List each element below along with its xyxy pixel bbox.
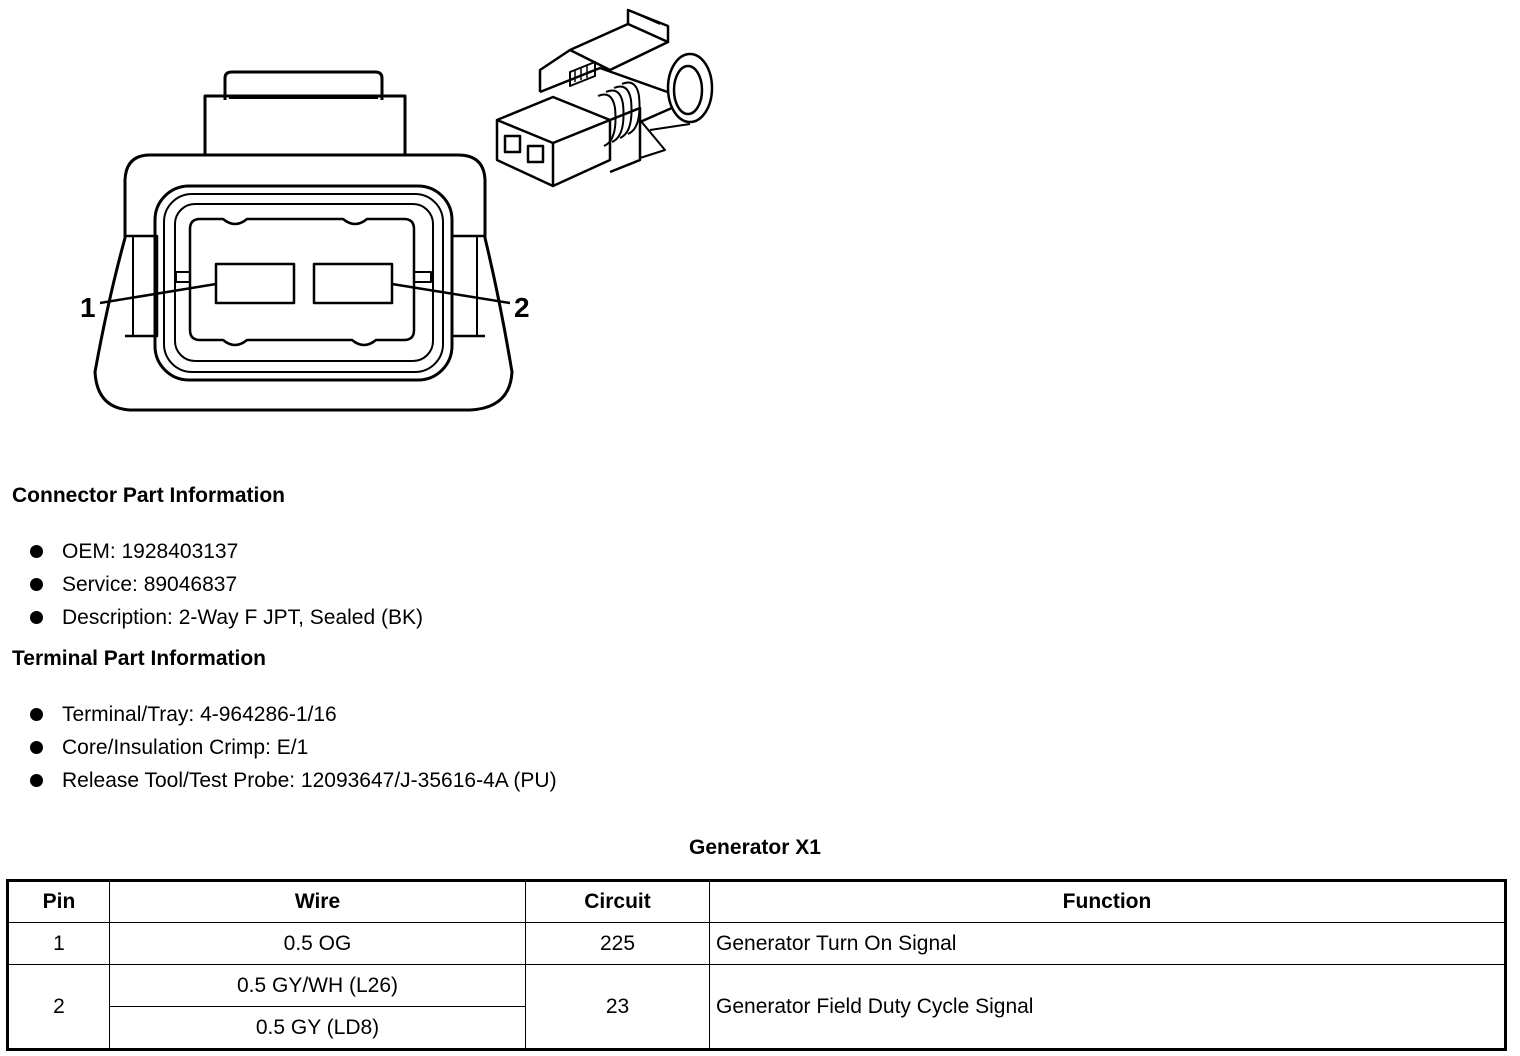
table-header-row bbox=[8, 881, 1506, 923]
connector-seal bbox=[190, 219, 414, 345]
cell-pin: 2 bbox=[8, 965, 110, 1050]
bullet-icon bbox=[30, 545, 43, 558]
terminal-info-tool: Release Tool/Test Probe: 12093647/J-35616-4A (PU) bbox=[62, 769, 557, 792]
pin-label-1: 1 bbox=[80, 292, 96, 323]
connector-info-description: Description: 2-Way F JPT, Sealed (BK) bbox=[62, 606, 423, 629]
connector-side-tab-right bbox=[452, 236, 485, 336]
cell-circuit: 225 bbox=[526, 923, 710, 965]
cell-wire: 0.5 OG bbox=[110, 923, 526, 965]
cell-pin: 1 bbox=[8, 923, 110, 965]
terminal-cavity-2 bbox=[314, 264, 392, 303]
cell-function: Generator Field Duty Cycle Signal bbox=[710, 965, 1506, 1050]
connector-info-list bbox=[30, 535, 423, 634]
cell-wire: 0.5 GY/WH (L26) bbox=[110, 965, 526, 1007]
cell-circuit: 23 bbox=[526, 965, 710, 1050]
header-pin: Pin bbox=[8, 881, 110, 923]
connector-side-tab-left bbox=[125, 236, 157, 336]
table-title: Generator X1 bbox=[689, 836, 821, 859]
header-function: Function bbox=[710, 881, 1506, 923]
terminal-info-list bbox=[30, 698, 557, 797]
bullet-icon bbox=[30, 611, 43, 624]
bullet-icon bbox=[30, 708, 43, 721]
terminal-info-heading: Terminal Part Information bbox=[12, 647, 266, 670]
pinout-table bbox=[6, 879, 1507, 1051]
header-circuit: Circuit bbox=[526, 881, 710, 923]
bullet-icon bbox=[30, 741, 43, 754]
cell-wire: 0.5 GY (LD8) bbox=[110, 1007, 526, 1050]
pin-label-2: 2 bbox=[514, 292, 530, 323]
list-item bbox=[30, 601, 423, 634]
cell-function: Generator Turn On Signal bbox=[710, 923, 1506, 965]
table-row bbox=[8, 965, 1506, 1007]
list-item bbox=[30, 568, 423, 601]
header-wire: Wire bbox=[110, 881, 526, 923]
list-item bbox=[30, 764, 557, 797]
table-row bbox=[8, 923, 1506, 965]
terminal-cavity-1 bbox=[216, 264, 294, 303]
connector-info-service: Service: 89046837 bbox=[62, 573, 238, 596]
list-item bbox=[30, 731, 557, 764]
list-item bbox=[30, 698, 557, 731]
connector-info-heading: Connector Part Information bbox=[12, 484, 286, 507]
terminal-info-crimp: Core/Insulation Crimp: E/1 bbox=[62, 736, 309, 759]
connector-isometric-diagram bbox=[0, 0, 760, 200]
bullet-icon bbox=[30, 774, 43, 787]
connector-face-frame-outer bbox=[155, 186, 452, 380]
bullet-icon bbox=[30, 578, 43, 591]
terminal-info-tray: Terminal/Tray: 4-964286-1/16 bbox=[62, 703, 337, 726]
connector-info-oem: OEM: 1928403137 bbox=[62, 540, 239, 563]
list-item bbox=[30, 535, 423, 568]
